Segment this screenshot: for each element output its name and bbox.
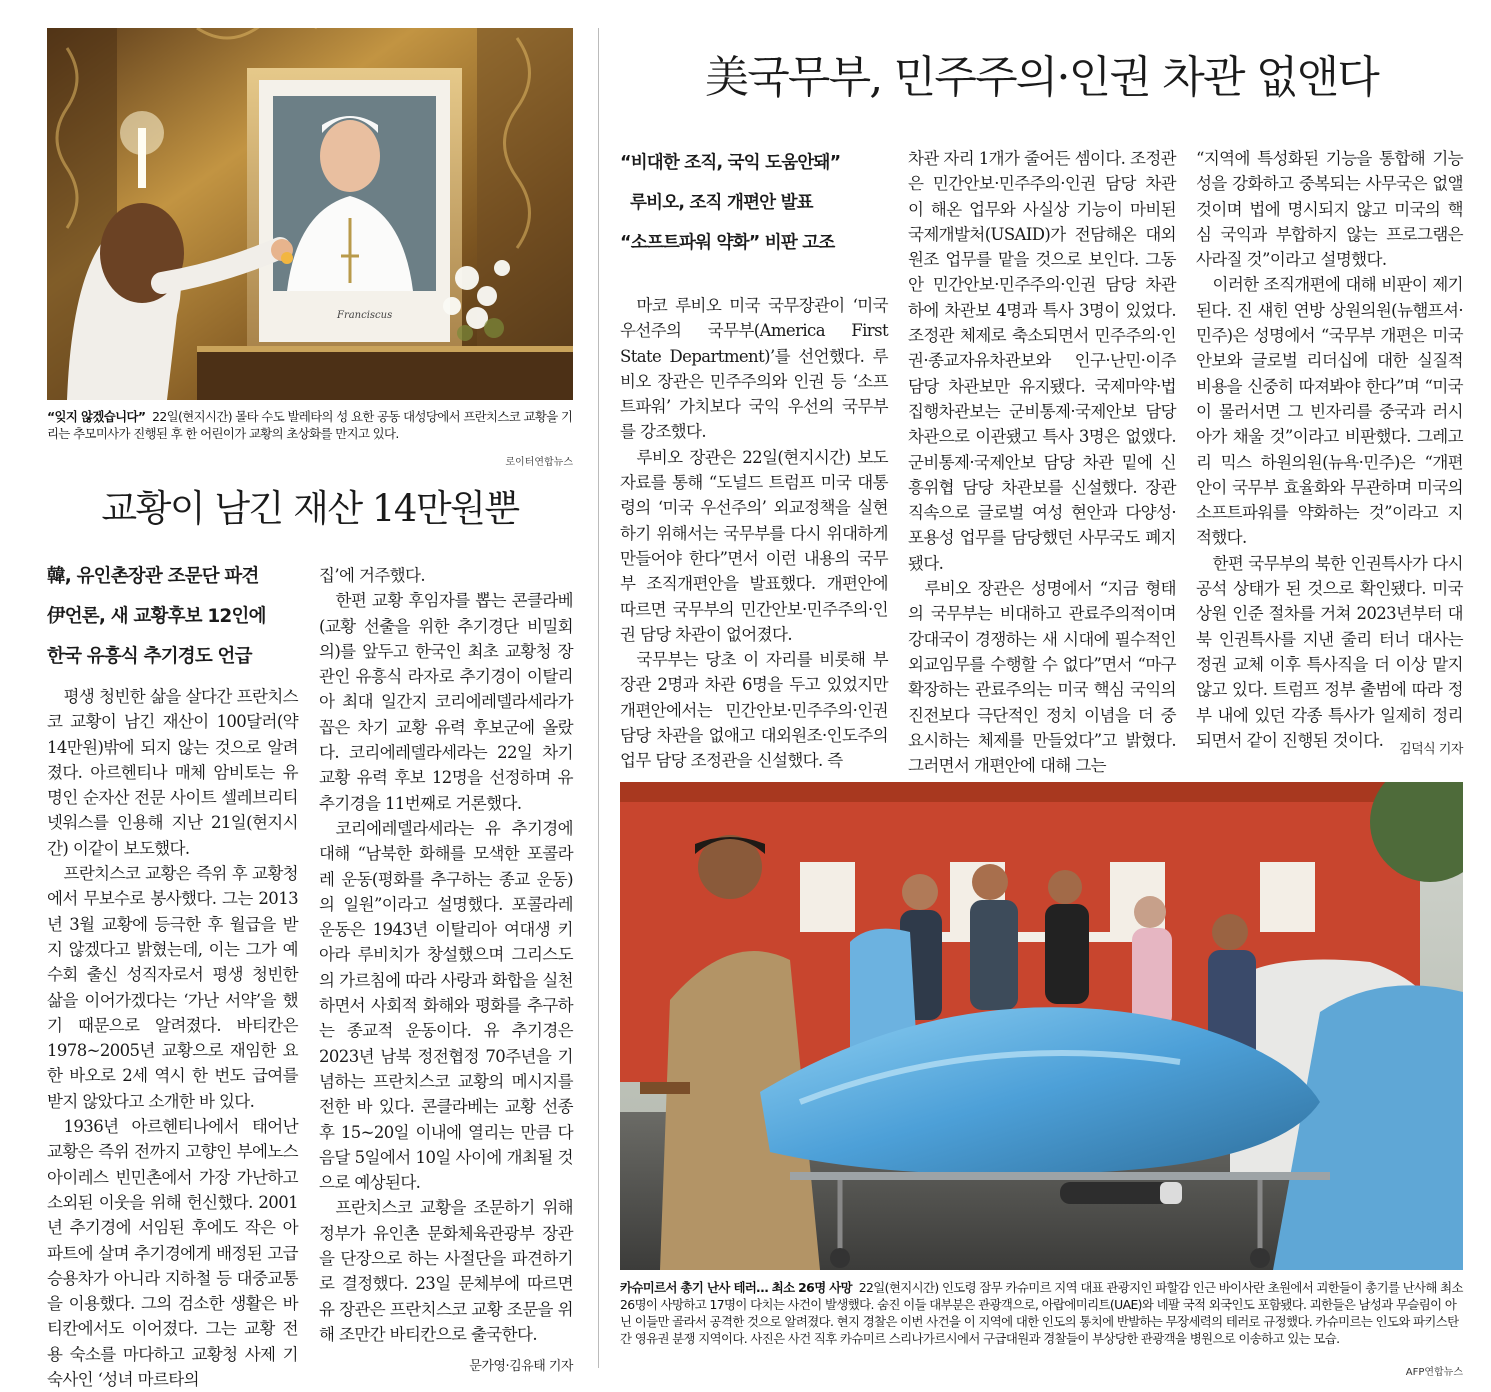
state-dept-subhead: “소프트파워 약화” 비판 고조	[620, 233, 835, 253]
pope-subheads	[47, 557, 307, 677]
state-dept-body-col3	[1196, 146, 1463, 753]
pope-paragraph: 한편 교황 후임자를 뽑는 콘클라베(교황 선출을 위한 추기경단 비밀회의)를 앞두고 한국인 최초 교황청 장관인 유흥식 라자로 추기경이 이탈리아 최대 일간지 코리에레델라세라가 꼽은 차기 교황 유력 후보군에 올랐다. 코리에레델라세라는 22일 차기 교황 유력 후보 12명을 선정하며 유 추기경을 11번째로 거론했다.	[319, 591, 573, 813]
kashmir-photo-caption	[620, 1279, 1463, 1347]
state-dept-paragraph: 차관 자리 1개가 줄어든 셈이다. 조정관은 민간안보·민주주의·인권 담당 차관이 해온 업무와 사실상 기능이 마비된 국제개발처(USAID)가 전담해온 대외원조 업무를 맡을 것으로 보인다. 그동안 민간안보·민주주의·인권 담당 차관하에 차관보 4명과 특사 3명이 있었다. 조정관 체제로 축소되면서 민주주의·인권·종교자유차관보와 인구·난민·이주 담당 차관보만 유지됐다. 국제마약·법집행차관보는 군비통제·국제안보 담당 차관으로 이관됐고 특사 3명은 없앴다. 군비통제·국제안보 담당 차관 밑에 신흥위협 담당 차관보를 신설했다. 장관 직속으로 글로벌 여성 현안과 다양성·포용성 업무를 담당했던 사무국도 폐지됐다.	[908, 149, 1176, 573]
pope-photo-caption-text: 22일(현지시간) 몰타 수도 발레타의 성 요한 공동 대성당에서 프란치스코 교황을 기리는 추모미사가 진행된 후 한 어린이가 교황의 초상화를 만지고 있다.	[47, 409, 573, 441]
pope-paragraph: 집’에 거주했다.	[319, 566, 425, 585]
state-dept-subhead: 루비오, 조직 개편안 발표	[630, 193, 813, 213]
state-dept-subheads	[620, 143, 890, 263]
state-dept-body-col2	[908, 146, 1176, 778]
pope-photo-credit: 로이터연합뉴스	[505, 457, 573, 468]
pope-headline: 교황이 남긴 재산 14만원뿐	[101, 487, 519, 530]
state-dept-subhead: “비대한 조직, 국익 도움안돼”	[620, 153, 841, 173]
pope-photo-caption	[47, 408, 573, 442]
state-dept-headline: 美국무부, 민주주의·인권 차관 없앤다	[705, 52, 1378, 103]
pope-byline: 문가영·김유태 기자	[469, 1359, 573, 1374]
state-dept-byline: 김덕식 기자	[1399, 742, 1463, 757]
pope-body-col2	[319, 563, 573, 1347]
state-dept-paragraph: 국무부는 당초 이 자리를 비롯해 부장관 2명과 차관 6명을 두고 있었지만 개편안에서는 민간안보·민주주의·인권 담당 차관을 없애고 대외원조·인도주의 업무 담당 조정관을 신설했다. 즉	[620, 650, 888, 771]
kashmir-photo-caption-text: 22일(현지시간) 인도령 잠무 카슈미르 지역 대표 관광지인 파할감 인근 바이사란 초원에서 괴한들이 총기를 난사해 최소 26명이 사망하고 17명이 다치는 사건이 발생했다. 숨진 이들 대부분은 관광객으로, 아랍에미리트(UAE)와 네팔 국적 외국인도 포함됐다. 괴한들은 남성과 무슬림이 아닌 이들만 골라서 공격한 것으로 알려졌다. 현지 경찰은 이번 사건을 이 지역에 대한 인도의 통치에 반발하는 무장세력의 테러로 규정했다. 카슈미르는 인도와 파키스탄 간 영유권 분쟁 지역이다. 사진은 사건 직후 카슈미르 스리나가르시에서 구급대원과 경찰들이 부상당한 관광객을 병원으로 이송하고 있는 모습.	[620, 1280, 1463, 1346]
state-dept-paragraph: 마코 루비오 미국 국무장관이 ‘미국 우선주의 국무부(America First State Department)’를 선언했다. 루비오 장관은 민주주의와 인권 등 ‘소프트파워’ 가치보다 국익 우선의 국무부를 강조했다.	[620, 296, 888, 442]
pope-paragraph: 프란치스코 교황을 조문하기 위해 정부가 유인촌 문화체육관광부 장관을 단장으로 하는 사절단을 파견하기로 결정했다. 23일 문체부에 따르면 유 장관은 프란치스코 교황 조문을 위해 조만간 바티칸으로 출국한다.	[319, 1198, 573, 1344]
pope-paragraph: 프란치스코 교황은 즉위 후 교황청에서 무보수로 봉사했다. 그는 2013년 3월 교황에 등극한 후 월급을 받지 않겠다고 밝혔는데, 이는 그가 예수회 출신 성직자로서 평생 청빈한 삶을 이어가겠다는 ‘가난 서약’을 했기 때문으로 알려졌다. 바티칸은 1978~2005년 교황으로 재임한 요한 바오로 2세 역시 한 번도 급여를 받지 않았다고 소개한 바 있다.	[47, 864, 298, 1111]
state-dept-paragraph: 루비오 장관은 22일(현지시간) 보도자료를 통해 “도널드 트럼프 미국 대통령의 ‘미국 우선주의’ 외교정책을 실현하기 위해서는 국무부를 다시 위대하게 만들어야 한다”면서 이런 내용의 국무부 조직개편안을 발표했다. 개편안에 따르면 국무부의 민간안보·민주주의·인권 담당 차관이 없어졌다.	[620, 447, 888, 644]
portrait-signature: Franciscus	[337, 310, 393, 321]
pope-memorial-photo	[47, 28, 573, 400]
pope-photo-caption-title: “잊지 않겠습니다”	[47, 409, 146, 424]
state-dept-paragraph: 이러한 조직개편에 대해 비판이 제기된다. 진 섀힌 연방 상원의원(뉴햄프셔·민주)은 성명에서 “국무부 개편은 미국 안보와 글로벌 리더십에 대한 실질적 비용을 신중히 따져봐야 한다”며 “미국이 물러서면 그 빈자리를 중국과 러시아가 채울 것”이라고 비판했다. 그레고리 믹스 하원의원(뉴욕·민주)은 “개편안이 국무부 효율화와 무관하며 미국의 소프트파워를 약화하는 것”이라고 지적했다.	[1196, 275, 1463, 548]
state-dept-paragraph: 한편 국무부의 북한 인권특사가 다시 공석 상태가 된 것으로 확인됐다. 미국 상원 인준 절차를 거쳐 2023년부터 대북 인권특사를 지낸 줄리 터너 대사는 정권 교체 이후 특사직을 더 이상 맡지 않고 있다. 트럼프 정부 출범에 따라 정부 내에 있던 각종 특사가 일제히 정리되면서 같이 진행된 것이다.	[1196, 553, 1463, 750]
pope-paragraph: 평생 청빈한 삶을 살다간 프란치스코 교황이 남긴 재산이 100달러(약 14만원)밖에 되지 않는 것으로 알려졌다. 아르헨티나 매체 암비토는 유명인 순자산 전문 사이트 셀레브리티 넷워스를 인용해 지난 21일(현지시간) 이같이 보도했다.	[47, 687, 298, 858]
column-divider	[598, 28, 599, 1368]
kashmir-photo-credit: AFP연합뉴스	[1405, 1367, 1463, 1378]
kashmir-photo-caption-title: 카슈미르서 총기 난사 테러… 최소 26명 사망	[620, 1280, 853, 1295]
state-dept-paragraph: “지역에 특성화된 기능을 통합해 기능성을 강화하고 중복되는 사무국은 없앨 것이며 법에 명시되지 않고 미국의 핵심 국익과 부합하지 않는 프로그램은 사라질 것”이라고 설명했다.	[1196, 149, 1463, 270]
state-dept-body-col1	[620, 293, 888, 774]
kashmir-attack-photo	[620, 782, 1463, 1270]
pope-subhead: 韓, 유인촌장관 조문단 파견	[47, 566, 259, 587]
pope-subhead: 한국 유흥식 추기경도 언급	[47, 646, 252, 667]
pope-body-col1	[47, 684, 298, 1392]
pope-paragraph: 1936년 아르헨티나에서 태어난 교황은 즉위 전까지 고향인 부에노스아이레스 빈민촌에서 가장 가난하고 소외된 이웃을 위해 헌신했다. 2001년 추기경에 서임된 후에도 작은 아파트에 살며 추기경에게 배정된 고급 승용차가 아니라 지하철 등 대중교통을 이용했다. 그의 검소한 생활은 바티칸에서도 이어졌다. 그는 교황 전용 숙소를 마다하고 교황청 사제 기숙사인 ‘성녀 마르타의	[47, 1117, 298, 1390]
pope-paragraph: 코리에레델라세라는 유 추기경에 대해 “남북한 화해를 모색한 포콜라레 운동(평화를 추구하는 종교 운동)의 일원”이라고 설명했다. 포콜라레 운동은 1943년 이탈리아 여대생 키아라 루비치가 창설했으며 그리스도의 가르침에 따라 사랑과 화합을 실천하면서 사회적 화해와 평화를 추구하는 종교적 운동이다. 유 추기경은 2023년 남북 정전협정 70주년을 기념하는 프란치스코 교황의 메시지를 전한 바 있다. 콘클라베는 교황 선종 후 15~20일 이내에 열리는 만큼 다음달 5일에서 10일 사이에 개최될 것으로 예상된다.	[319, 818, 573, 1193]
state-dept-paragraph: 루비오 장관은 성명에서 “지금 형태의 국무부는 비대하고 관료주의적이며 강대국이 경쟁하는 새 시대에 필수적인 외교임무를 수행할 수 없다”면서 “마구 확장하는 관료주의는 미국 핵심 국익의 진전보다 극단적인 정치 이념을 더 중요시하는 체제를 만들었다”고 밝혔다. 그러면서 개편안에 대해 그는	[908, 579, 1176, 776]
pope-subhead: 伊언론, 새 교황후보 12인에	[47, 606, 266, 627]
